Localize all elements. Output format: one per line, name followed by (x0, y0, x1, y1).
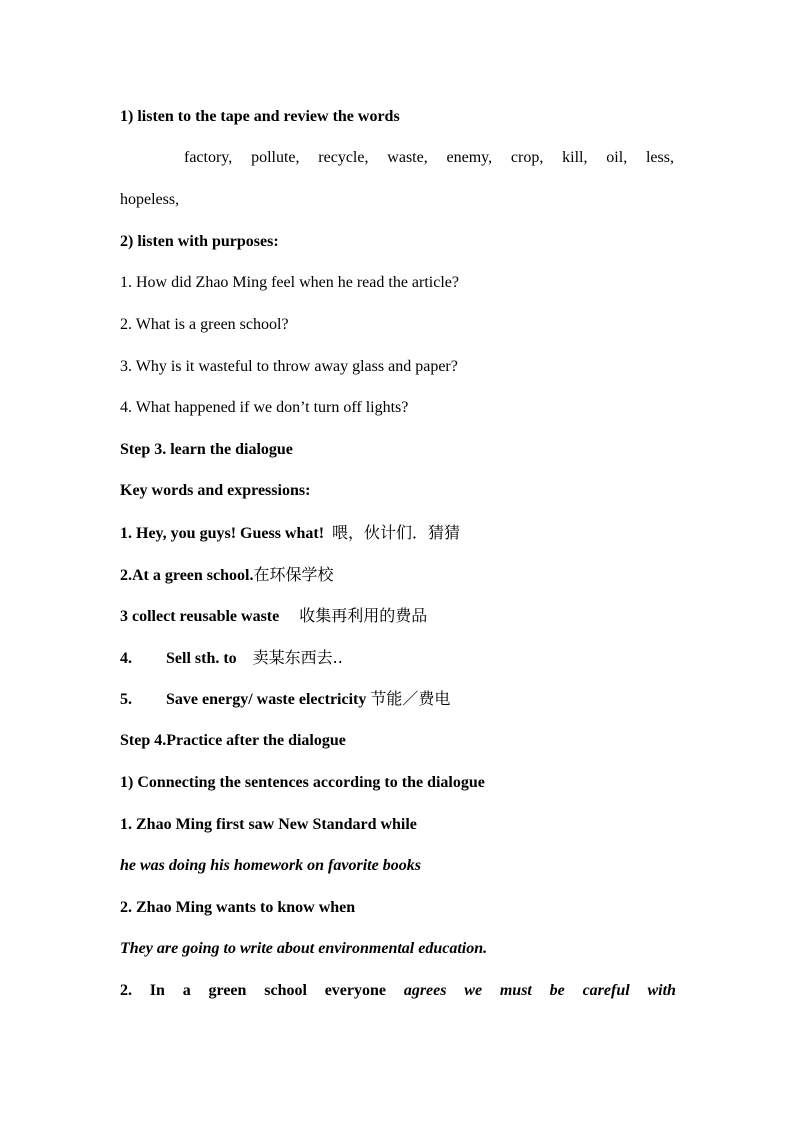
expression-en: Sell sth. to (166, 650, 237, 667)
vocab-wrap-word: hopeless, (120, 191, 180, 208)
key-words-heading: Key words and expressions: (120, 482, 311, 499)
step3-heading: Step 3. learn the dialogue (120, 441, 293, 458)
sentence-word: be (549, 982, 565, 999)
vocab-word: factory, (184, 149, 233, 166)
vocabulary-list (184, 148, 674, 168)
vocab-word: enemy, (446, 149, 493, 166)
expression-5 (120, 689, 450, 710)
expression-number: 5. (120, 691, 132, 708)
vocab-word: waste, (387, 149, 428, 166)
sentence-word: a (182, 982, 191, 999)
expression-en: 2.At a green school. (120, 567, 254, 584)
question-1: 1. How did Zhao Ming feel when he read the article? (120, 274, 459, 291)
expression-en: 1. Hey, you guys! Guess what! (120, 525, 325, 542)
sentence-word: 2. (120, 982, 132, 999)
vocab-word: less, (645, 149, 674, 166)
expression-1 (120, 523, 460, 544)
expression-en: Save energy/ waste electricity (166, 691, 367, 708)
sentence-word: must (499, 982, 532, 999)
connect-heading: 1) Connecting the sentences according to the dialogue (120, 774, 485, 791)
expression-number: 4. (120, 650, 132, 667)
sentence-3-prompt (120, 981, 676, 1001)
sentence-word: green (208, 982, 247, 999)
sentence-word: agrees (403, 982, 447, 999)
vocab-word: kill, (562, 149, 588, 166)
step4-heading: Step 4.Practice after the dialogue (120, 732, 346, 749)
purposes-heading: 2) listen with purposes: (120, 233, 279, 250)
vocab-word: recycle, (318, 149, 369, 166)
sentence-word: In (149, 982, 165, 999)
vocab-word: oil, (606, 149, 628, 166)
vocab-word: crop, (510, 149, 544, 166)
sentence-word: careful (582, 982, 630, 999)
expression-4 (120, 648, 343, 669)
sentence-word: school (264, 982, 307, 999)
expression-cn: 在环保学校 (253, 565, 334, 584)
sentence-1-prompt: 1. Zhao Ming first saw New Standard while (120, 816, 417, 833)
expression-en: 3 collect reusable waste (120, 608, 280, 625)
expression-cn: 喂，伙计们．猜猜 (332, 523, 461, 542)
sentence-word: with (647, 982, 676, 999)
expression-2 (120, 565, 333, 586)
expression-cn: 收集再利用的费品 (299, 606, 428, 625)
expression-cn: 卖某东西去.. (252, 648, 343, 667)
expression-3 (120, 606, 427, 627)
listen-heading: 1) listen to the tape and review the words (120, 108, 400, 125)
sentence-2-prompt: 2. Zhao Ming wants to know when (120, 899, 356, 916)
sentence-1-answer: he was doing his homework on favorite books (120, 857, 421, 874)
expression-cn: 节能／费电 (370, 689, 451, 708)
question-4: 4. What happened if we don’t turn off lights? (120, 399, 409, 416)
sentence-2-answer: They are going to write about environmental education. (120, 940, 488, 957)
sentence-word: everyone (324, 982, 387, 999)
vocab-word: pollute, (251, 149, 300, 166)
question-2: 2. What is a green school? (120, 316, 289, 333)
question-3: 3. Why is it wasteful to throw away glass and paper? (120, 358, 458, 375)
sentence-word: we (464, 982, 483, 999)
